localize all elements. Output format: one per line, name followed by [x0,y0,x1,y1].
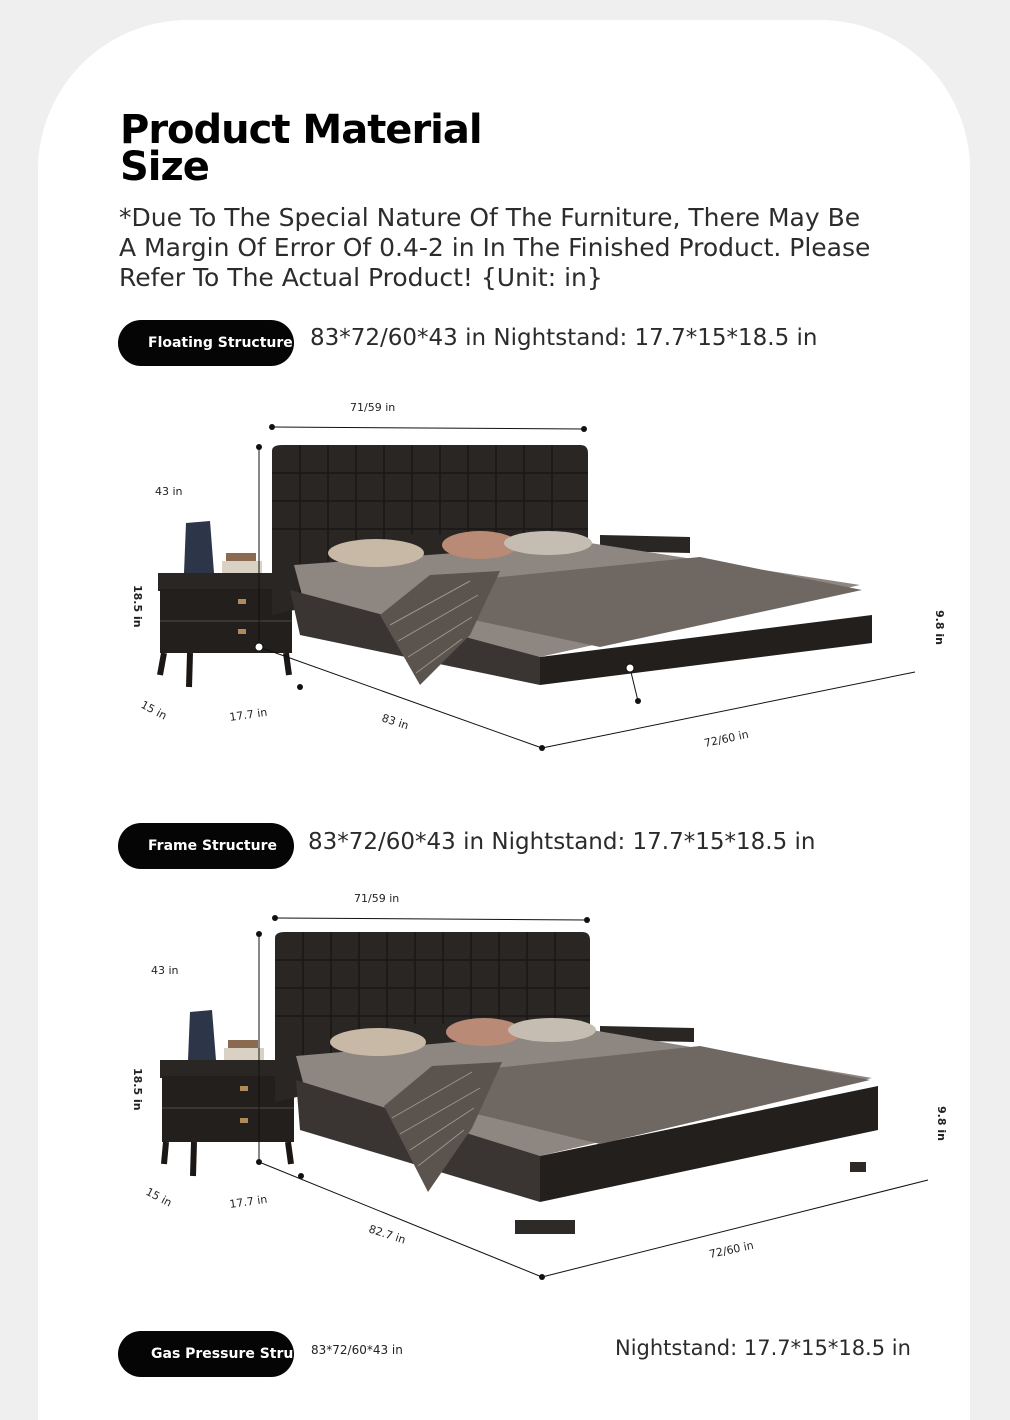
title-line-1: Product Material [120,107,482,153]
nightstand-width-label: 17.7 in [228,1192,269,1211]
headboard-width-label: 71/59 in [354,892,400,905]
clearance-label: 5.9 in [668,671,700,684]
bed-width-label: 72/60 in [707,1238,755,1261]
length-label: 82.7 in [367,1222,408,1247]
frame-height-label: 9.8 in [935,1106,948,1141]
height-label: 43 in [155,485,183,498]
title-line-2: Size [120,144,209,190]
frame-structure-tab[interactable]: Frame Structure [118,823,294,869]
nightstand-height-label: 18.5 in [131,1068,144,1111]
frame-bed-diagram [0,880,1010,1290]
gas-pressure-nightstand-spec: Nightstand: 17.7*15*18.5 in [615,1336,911,1360]
floating-structure-tab[interactable]: Floating Structure [118,320,294,366]
nightstand-depth-label: 15 in [143,1185,175,1210]
gas-pressure-spec: 83*72/60*43 in [311,1343,403,1357]
frame-structure-spec: 83*72/60*43 in Nightstand: 17.7*15*18.5 in [308,829,816,855]
length-label: 83 in [380,711,411,733]
height-label: 43 in [151,964,179,977]
disclaimer-note: *Due To The Special Nature Of The Furniture, There May Be A Margin Of Error Of 0.4-2 in In The Finished Product. Please Refer To The Actual Product! {Unit: in} [119,203,871,292]
frame-bed-illustration [275,932,878,1234]
floating-structure-spec: 83*72/60*43 in Nightstand: 17.7*15*18.5 in [310,325,818,351]
gas-pressure-structure-tab[interactable]: Gas Pressure Structure [118,1331,294,1377]
page-title [120,107,482,190]
bed-width-label: 72/60 in [702,727,750,750]
nightstand-depth-label: 15 in [138,698,170,723]
floating-bed-illustration [272,445,872,685]
floating-bed-diagram [0,385,1010,785]
nightstand-width-label: 17.7 in [228,705,269,724]
frame-height-label: 9.8 in [933,610,946,645]
headboard-width-label: 71/59 in [350,401,396,414]
nightstand-height-label: 18.5 in [131,585,144,628]
